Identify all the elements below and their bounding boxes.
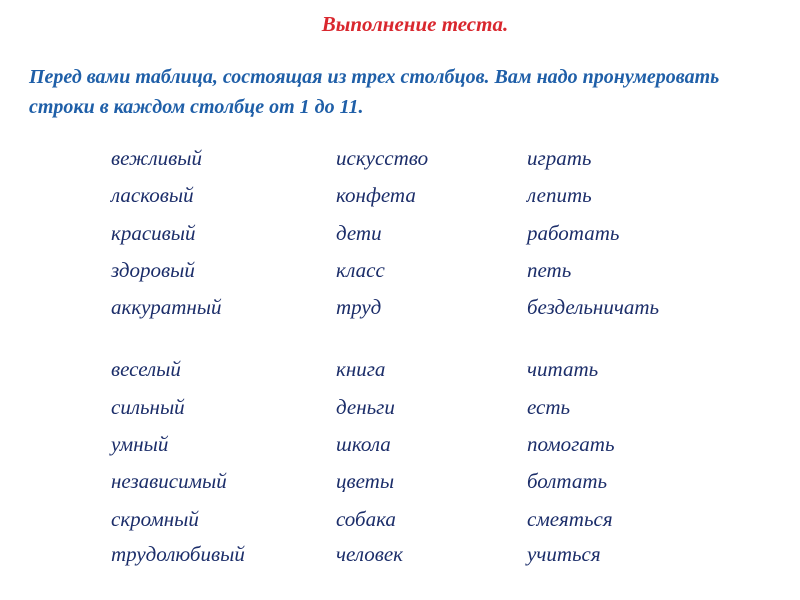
word-cell: независимый xyxy=(111,469,227,493)
word-cell: конфета xyxy=(336,183,416,207)
word-cell: есть xyxy=(527,395,571,419)
word-cell: класс xyxy=(336,258,385,282)
slide-title: Выполнение теста. xyxy=(321,12,509,36)
word-cell: здоровый xyxy=(111,258,195,282)
word-cell: книга xyxy=(336,357,386,381)
word-cell: сильный xyxy=(111,395,185,419)
word-cell: дети xyxy=(336,221,382,245)
word-cell: собака xyxy=(336,507,396,531)
word-cell: умный xyxy=(111,432,169,456)
word-cell: аккуратный xyxy=(111,295,222,319)
word-cell: веселый xyxy=(111,357,181,381)
word-cell: цветы xyxy=(336,469,395,493)
word-cell: вежливый xyxy=(111,146,202,170)
word-cell: петь xyxy=(527,258,572,282)
word-cell: скромный xyxy=(111,507,199,531)
word-cell: болтать xyxy=(527,469,608,493)
word-cell: искусство xyxy=(336,146,429,170)
word-cell: труд xyxy=(336,295,382,319)
word-cell: работать xyxy=(527,221,620,245)
word-cell: учиться xyxy=(527,542,601,566)
word-cell: читать xyxy=(527,357,599,381)
word-cell: помогать xyxy=(527,432,615,456)
word-cell: красивый xyxy=(111,221,196,245)
word-cell: деньги xyxy=(336,395,395,419)
word-cell: бездельничать xyxy=(527,295,660,319)
instruction-text: Перед вами таблица, состоящая из трех столбцов. Вам надо пронумеровать строки в каждом столбце от 1 до 11. xyxy=(29,66,720,118)
word-cell: школа xyxy=(336,432,391,456)
word-cell: ласковый xyxy=(111,183,194,207)
word-cell: играть xyxy=(527,146,592,170)
word-cell: смеяться xyxy=(527,507,613,531)
word-cell: лепить xyxy=(527,183,592,207)
word-cell: трудолюбивый xyxy=(111,542,245,566)
word-cell: человек xyxy=(336,542,403,566)
